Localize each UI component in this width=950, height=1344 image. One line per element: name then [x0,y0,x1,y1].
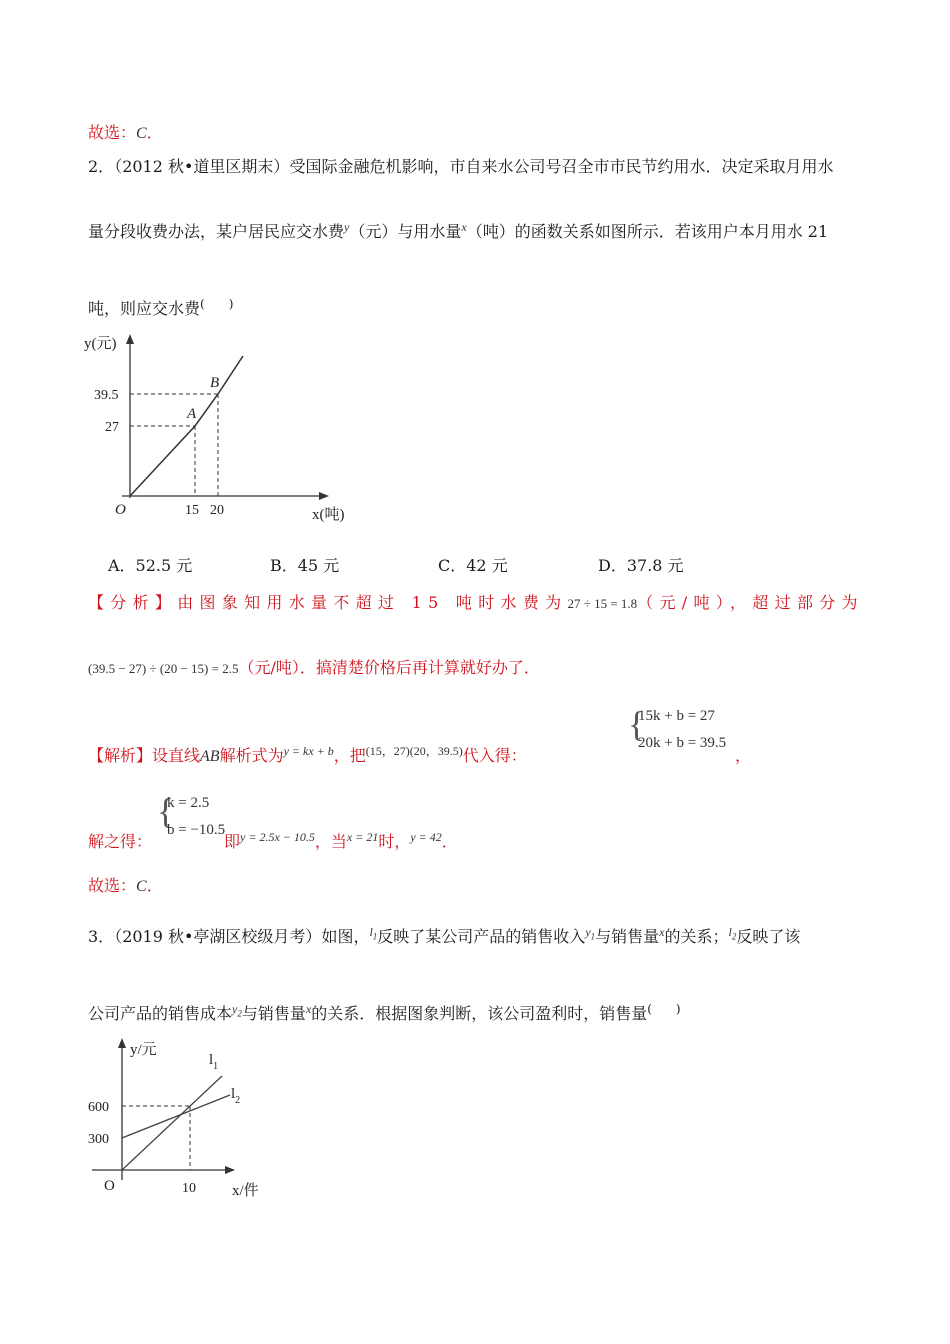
q2-source: （2012 秋•道里区期末） [114,157,290,176]
graph1-ylabel: y(元) [84,336,117,352]
q2-solution-text4: 代入得： [462,746,527,765]
q3-l2-main: l [728,925,732,939]
graph1-ytick-27: 27 [105,420,119,435]
q2-system1-eq2: 20k + b = 39.5 [638,735,727,751]
q3-l1 [369,925,378,942]
q2-text-line1 [88,154,833,177]
q3-y2-sub: 2 [237,1008,242,1019]
q3-text2a: 公司产品的销售成本 [88,1004,233,1023]
q2-text-line3 [88,296,233,319]
q2-solution-tag: 【解析】 [88,746,153,765]
q2-analysis-line1 [88,590,864,613]
q2-solution-text2: 解析式为 [219,746,284,765]
q2-answer-end: ． [146,876,163,895]
q3-y1 [585,925,596,942]
q2-solve-label: 解之得： [88,832,153,851]
q2-system2-eq2: b = −10.5 [167,822,226,838]
q2-answer-value: C [136,878,147,895]
q2-text2b: 与用水量 [397,222,462,241]
graph2-label-l1-sub: 1 [213,1061,219,1072]
graph1-xtick-20: 20 [210,503,224,518]
q2-solution-text1: 设直线 [152,746,201,765]
q2-unit-dun: （吨） [466,222,515,241]
q1-answer-value: C [136,125,147,142]
q2-solve-x: x = 21 [346,830,379,844]
q2-analysis-tag: 【分析】 [88,593,178,612]
q2-solution-line1 [88,743,527,766]
q2-option-d[interactable]: D．37.8 元 [598,556,684,575]
graph2-ytick-600: 600 [88,1100,109,1115]
q2-solve-line [88,829,458,852]
q3-y2 [232,1002,242,1019]
graph2-xtick-10: 10 [182,1181,196,1196]
q2-unit-yuan: （元） [349,222,398,241]
q2-solve-text2: ，当 [314,832,347,851]
q2-analysis-unit1: （元/吨），超过部分为 [637,593,864,612]
q2-analysis-unit2: （元/吨） [238,658,300,677]
graph2-label-l2-sub: 2 [235,1095,241,1106]
q2-analysis-text2: ．搞清楚价格后再计算就好办了． [299,658,540,677]
graph2-y-arrow [118,1038,126,1048]
graph1-xlabel: x(吨) [312,507,345,523]
q3-text2c: 的关系．根据图象判断，该公司盈利时，销售量 [311,1004,648,1023]
q3-text1e: 反映了该 [736,927,801,946]
q2-solve-end: ． [441,832,458,851]
q3-text-line1 [88,924,800,947]
q2-analysis-line2 [88,655,540,678]
q2-system1-eq1: 15k + b = 27 [638,708,715,724]
q3-y1-sub: 1 [590,931,596,942]
q1-answer-end: ． [146,123,163,142]
graph1-xtick-15: 15 [185,503,199,518]
q3-text1c: 与销售量 [595,927,660,946]
q3-text1a: 如图， [321,927,370,946]
q2-system2-brace: { [157,791,175,831]
q3-l2-sub: 2 [731,931,737,942]
q2-analysis-expr2: (39.5 − 27) ÷ (20 − 15) = 2.5 [88,661,239,676]
q2-text1: 受国际金融危机影响，市自来水公司号召全市市民节约用水．决定采取月用水 [289,157,834,176]
q2-analysis-text1: 由图象知用水量不超过 15 吨时水费为 [177,593,568,612]
graph1-y-arrow [126,334,134,344]
graph1-ytick-395: 39.5 [94,388,119,403]
graph2-label-l2 [231,1086,240,1106]
q2-text2a: 量分段收费办法，某户居民应交水费 [88,222,345,241]
q2-solve-y: y = 42 [410,830,442,844]
graph2-sales [84,1030,284,1210]
graph2-x-arrow [225,1166,235,1174]
q2-var-x: x [461,220,467,234]
q3-x1: x [659,925,665,939]
q2-option-a[interactable]: A．52.5 元 [108,556,193,575]
q2-option-b[interactable]: B．45 元 [270,556,340,575]
q3-y2-main: y [232,1002,238,1016]
graph2-line-l1 [122,1076,222,1170]
graph1-point-a: A [187,406,197,422]
q3-source: （2019 秋•亭湖区校级月考） [114,927,322,946]
q2-text2c: 的函数关系如图所示．若该用户本月用水 21 [514,222,829,241]
graph1-water-fee [80,330,370,530]
graph2-ytick-300: 300 [88,1132,109,1147]
q2-solution-points: (15，27)(20，39.5) [365,744,463,758]
q2-var-y: y [344,220,350,234]
q2-solution-text3: ，把 [333,746,366,765]
q2-option-c[interactable]: C．42 元 [438,556,508,575]
q3-text2b: 与销售量 [241,1004,306,1023]
q2-text-line2 [88,219,828,242]
graph2-origin: O [104,1178,115,1194]
q1-answer-line [88,120,163,143]
q2-number: 2． [88,157,115,176]
q3-paren: ( ) [647,1002,681,1016]
q3-l1-main: l [369,925,373,939]
q2-paren: ( ) [200,297,234,311]
q3-text-line2 [88,1001,681,1024]
q3-text1b: 反映了某公司产品的销售收入 [377,927,586,946]
q2-solution-eq: y = kx + b [283,744,334,758]
graph2-label-l2-main: l [231,1086,236,1102]
graph1-point-b: B [210,375,220,391]
graph2-line-l2 [122,1095,230,1138]
q3-y1-main: y [585,925,591,939]
q2-solve-text3: 时， [378,832,411,851]
q2-system1-comma: ， [735,746,752,765]
q3-l1-sub: 1 [372,931,378,942]
q2-system2-eq1: k = 2.5 [167,795,210,811]
graph2-label-l1-main: l [209,1052,214,1068]
q2-answer-label: 故选： [88,876,137,895]
graph1-origin: O [115,502,126,518]
q2-solve-text1: 即 [224,832,241,851]
q3-l2 [728,925,737,942]
graph2-xlabel: x/件 [232,1183,259,1199]
graph2-ylabel: y/元 [130,1042,157,1058]
q3-number: 3． [88,927,115,946]
q2-text3: 吨，则应交水费 [88,299,201,318]
q1-answer-label: 故选： [88,123,137,142]
graph2-label-l1 [209,1052,218,1072]
q2-answer-line [88,873,163,896]
q2-solve-eq: y = 2.5x − 10.5 [240,830,315,844]
q3-text1d: 的关系； [664,927,729,946]
q2-solution-ab: AB [200,748,220,765]
graph1-x-arrow [319,492,329,500]
q2-analysis-expr1: 27 ÷ 15 = 1.8 [567,596,638,611]
q3-x2: x [305,1002,312,1016]
q2-system1-brace: { [628,704,646,744]
